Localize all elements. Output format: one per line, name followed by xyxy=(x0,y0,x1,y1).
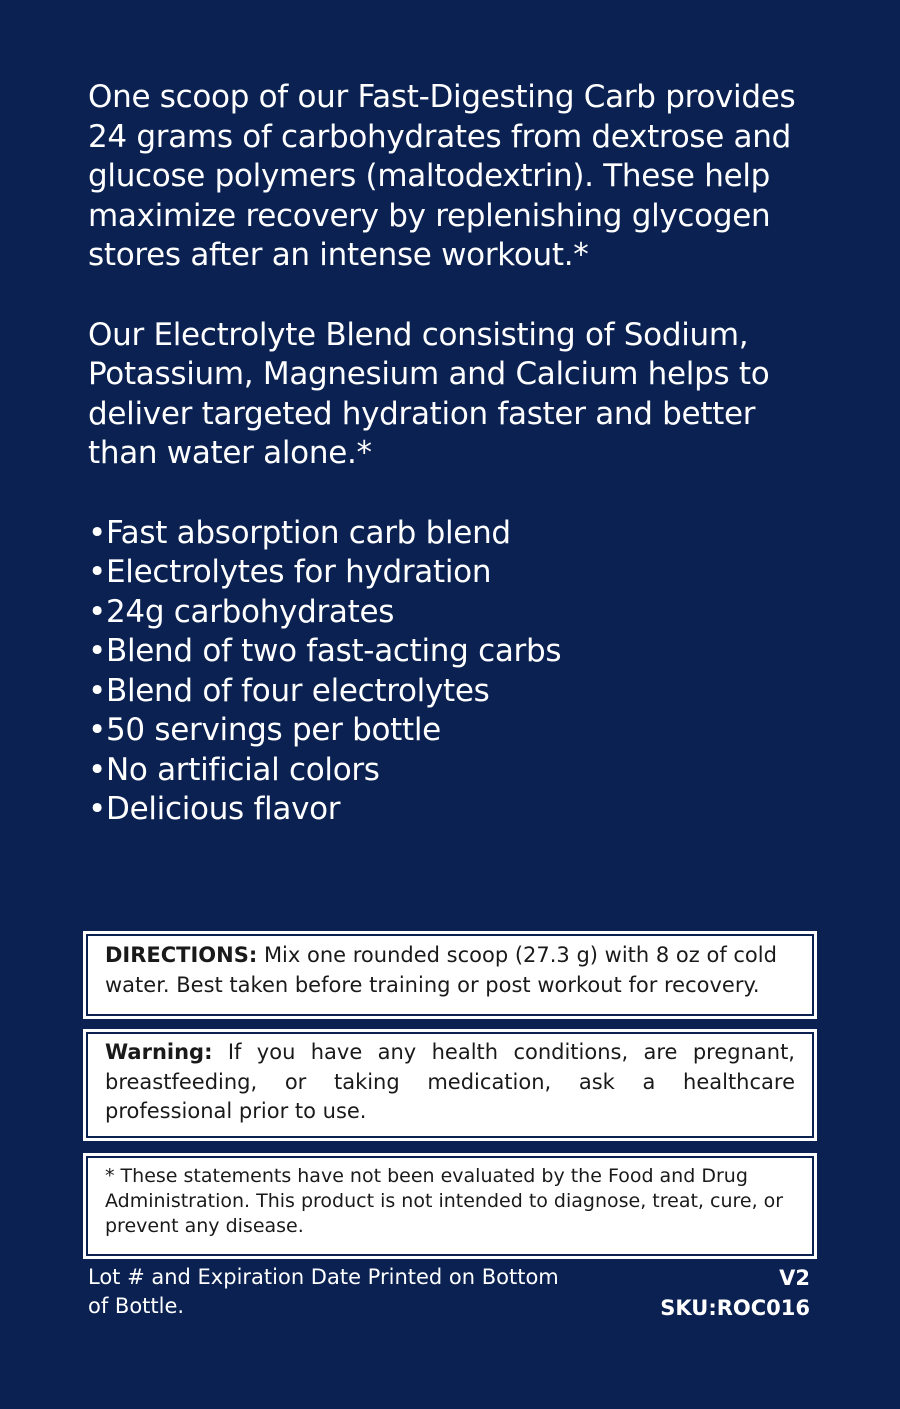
feature-text: Blend of two fast-acting carbs xyxy=(106,633,562,669)
bullet-icon: • xyxy=(88,791,106,827)
lot-expiration-note: Lot # and Expiration Date Printed on Bottom of Bottle. xyxy=(88,1265,559,1318)
list-item xyxy=(88,790,818,830)
feature-text: Electrolytes for hydration xyxy=(106,554,492,590)
warning-box xyxy=(86,1032,814,1138)
directions-label: DIRECTIONS: xyxy=(105,943,258,967)
warning-label: Warning: xyxy=(105,1040,213,1064)
feature-text: 50 servings per bottle xyxy=(106,712,441,748)
list-item xyxy=(88,514,818,554)
bullet-icon: • xyxy=(88,514,106,551)
feature-text: 24g carbohydrates xyxy=(106,593,395,630)
list-item xyxy=(88,593,818,633)
directions-text: Mix one rounded scoop (27.3 g) with 8 oz of cold water. Best taken before training or post workout for recovery. xyxy=(105,943,777,997)
list-item xyxy=(88,751,818,791)
fda-disclaimer-text: * These statements have not been evaluated by the Food and Drug Administration. This product is not intended to diagnose, treat, cure, or prevent any disease. xyxy=(105,1165,784,1237)
feature-text: Blend of four electrolytes xyxy=(106,672,490,709)
label-content xyxy=(88,78,818,830)
bullet-icon: • xyxy=(88,633,106,669)
list-item xyxy=(88,553,818,593)
list-item xyxy=(88,672,818,712)
sku-label: SKU:ROC016 xyxy=(660,1296,810,1320)
warning-text: If you have any health conditions, are pregnant, breastfeeding, or taking medication, ask a healthcare professional prior to use. xyxy=(105,1040,795,1123)
bullet-icon: • xyxy=(88,751,106,788)
fda-disclaimer-box xyxy=(86,1156,814,1256)
bullet-icon: • xyxy=(88,554,106,590)
intro-paragraph-carbs: One scoop of our Fast-Digesting Carb provides 24 grams of carbohydrates from dextrose and glucose polymers (maltodextrin). These help maximize recovery by replenishing glycogen stores after an intense workout.* xyxy=(88,79,796,273)
directions-box xyxy=(86,934,814,1016)
feature-text: Fast absorption carb blend xyxy=(106,514,511,551)
bullet-icon: • xyxy=(88,712,106,748)
intro-paragraph-electrolytes: Our Electrolyte Blend consisting of Sodium, Potassium, Magnesium and Calcium helps to deliver targeted hydration faster and better than water alone.* xyxy=(88,316,770,471)
list-item xyxy=(88,632,818,672)
feature-list xyxy=(88,514,818,830)
version-sku-block xyxy=(660,1263,810,1323)
feature-text: No artificial colors xyxy=(106,751,380,788)
feature-text: Delicious flavor xyxy=(106,791,341,827)
list-item xyxy=(88,711,818,751)
bullet-icon: • xyxy=(88,672,106,709)
version-label: V2 xyxy=(779,1266,810,1290)
bullet-icon: • xyxy=(88,593,106,630)
